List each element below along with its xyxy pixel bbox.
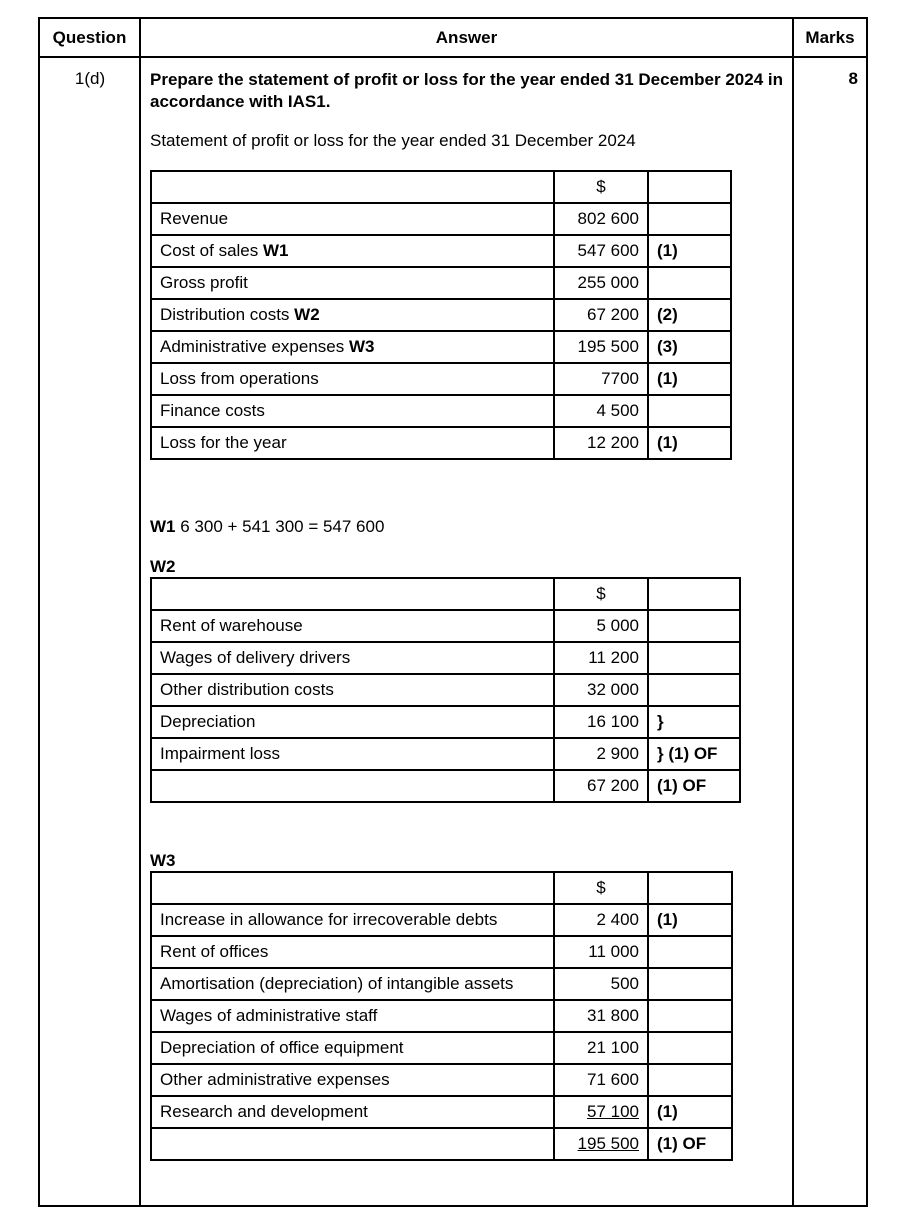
row-label: Wages of administrative staff bbox=[151, 1000, 554, 1032]
question-number: 1(d) bbox=[74, 69, 106, 88]
header-answer: Answer bbox=[435, 28, 498, 47]
w3-row bbox=[151, 904, 732, 936]
row-label: Revenue bbox=[160, 209, 229, 228]
row-amount: 67 200 bbox=[554, 770, 648, 802]
w1-text: 6 300 + 541 300 = 547 600 bbox=[180, 517, 385, 536]
w3-row bbox=[151, 1000, 732, 1032]
row-label: Wages of delivery drivers bbox=[151, 642, 554, 674]
row-mark: (1) OF bbox=[648, 1128, 732, 1160]
row-amount: 11 000 bbox=[554, 936, 648, 968]
row-mark: (1) bbox=[648, 904, 732, 936]
row-label: Distribution costs bbox=[160, 305, 290, 324]
w3-row bbox=[151, 1064, 732, 1096]
question-prompt: Prepare the statement of profit or loss for the year ended 31 December 2024 in accordance with IAS1. bbox=[150, 70, 783, 111]
row-label-cell bbox=[151, 299, 554, 331]
row-label: Amortisation (depreciation) of intangible assets bbox=[151, 968, 554, 1000]
row-label-cell bbox=[151, 203, 554, 235]
row-label: Depreciation bbox=[151, 706, 554, 738]
row-label bbox=[151, 770, 554, 802]
row-amount: 7700 bbox=[554, 363, 648, 395]
row-label-cell bbox=[151, 363, 554, 395]
row-mark: (1) OF bbox=[648, 770, 740, 802]
column-divider bbox=[792, 19, 794, 1205]
statement-row bbox=[151, 203, 731, 235]
row-mark: (1) bbox=[648, 235, 731, 267]
statement-row bbox=[151, 235, 731, 267]
w2-row bbox=[151, 674, 740, 706]
row-mark bbox=[648, 267, 731, 299]
row-label: Research and development bbox=[151, 1096, 554, 1128]
w3-row bbox=[151, 968, 732, 1000]
row-label-cell bbox=[151, 331, 554, 363]
statement-table bbox=[150, 170, 732, 460]
w3-row bbox=[151, 1128, 732, 1160]
row-label: Loss from operations bbox=[160, 369, 319, 388]
working-ref: W1 bbox=[263, 241, 289, 260]
w2-row bbox=[151, 706, 740, 738]
working-ref: W3 bbox=[349, 337, 375, 356]
statement-row bbox=[151, 331, 731, 363]
row-mark bbox=[648, 936, 732, 968]
row-label-cell bbox=[151, 427, 554, 459]
row-amount: 21 100 bbox=[554, 1032, 648, 1064]
row-amount: 31 800 bbox=[554, 1000, 648, 1032]
row-mark: (1) bbox=[648, 427, 731, 459]
w2-row bbox=[151, 738, 740, 770]
row-mark bbox=[648, 642, 740, 674]
column-divider bbox=[139, 19, 141, 1205]
row-label: Rent of offices bbox=[151, 936, 554, 968]
row-amount: 12 200 bbox=[554, 427, 648, 459]
row-label: Increase in allowance for irrecoverable debts bbox=[151, 904, 554, 936]
w2-table bbox=[150, 577, 741, 803]
row-amount: 16 100 bbox=[554, 706, 648, 738]
row-mark bbox=[648, 203, 731, 235]
row-amount: 32 000 bbox=[554, 674, 648, 706]
row-mark bbox=[648, 674, 740, 706]
row-amount: 57 100 bbox=[554, 1096, 648, 1128]
row-mark: (3) bbox=[648, 331, 731, 363]
row-amount: 547 600 bbox=[554, 235, 648, 267]
row-label: Administrative expenses bbox=[160, 337, 345, 356]
row-label: Depreciation of office equipment bbox=[151, 1032, 554, 1064]
statement-title: Statement of profit or loss for the year ended 31 December 2024 bbox=[150, 131, 636, 150]
row-label-cell bbox=[151, 267, 554, 299]
row-amount: 67 200 bbox=[554, 299, 648, 331]
row-amount: 255 000 bbox=[554, 267, 648, 299]
statement-row bbox=[151, 267, 731, 299]
w1-working bbox=[150, 517, 384, 537]
row-label bbox=[151, 1128, 554, 1160]
row-amount: 4 500 bbox=[554, 395, 648, 427]
row-label: Rent of warehouse bbox=[151, 610, 554, 642]
row-label: Finance costs bbox=[160, 401, 265, 420]
w3-label: W3 bbox=[150, 851, 176, 870]
table-header-row bbox=[151, 872, 732, 904]
w2-row bbox=[151, 610, 740, 642]
statement-row bbox=[151, 299, 731, 331]
currency-header: $ bbox=[554, 872, 648, 904]
header-question: Question bbox=[52, 28, 127, 47]
w3-row bbox=[151, 1096, 732, 1128]
mark-scheme-frame bbox=[38, 17, 868, 1207]
w1-label: W1 bbox=[150, 517, 176, 536]
header-marks: Marks bbox=[805, 28, 855, 47]
w2-row bbox=[151, 642, 740, 674]
row-mark bbox=[648, 1064, 732, 1096]
row-amount: 5 000 bbox=[554, 610, 648, 642]
marks-total: 8 bbox=[848, 69, 858, 88]
working-ref: W2 bbox=[294, 305, 320, 324]
row-label: Impairment loss bbox=[151, 738, 554, 770]
row-amount: 500 bbox=[554, 968, 648, 1000]
row-amount: 2 400 bbox=[554, 904, 648, 936]
row-amount: 11 200 bbox=[554, 642, 648, 674]
row-label-cell bbox=[151, 395, 554, 427]
row-mark bbox=[648, 395, 731, 427]
row-label-cell bbox=[151, 235, 554, 267]
table-header-row bbox=[151, 578, 740, 610]
w2-label: W2 bbox=[150, 557, 176, 576]
row-label: Other administrative expenses bbox=[151, 1064, 554, 1096]
row-mark: (1) bbox=[648, 1096, 732, 1128]
row-label: Other distribution costs bbox=[151, 674, 554, 706]
w3-row bbox=[151, 1032, 732, 1064]
row-mark: } (1) OF bbox=[648, 738, 740, 770]
statement-row bbox=[151, 363, 731, 395]
row-mark: } bbox=[648, 706, 740, 738]
row-mark: (1) bbox=[648, 363, 731, 395]
currency-header: $ bbox=[554, 578, 648, 610]
row-label: Loss for the year bbox=[160, 433, 287, 452]
currency-header: $ bbox=[554, 171, 648, 203]
row-mark bbox=[648, 1032, 732, 1064]
statement-row bbox=[151, 395, 731, 427]
row-label: Gross profit bbox=[160, 273, 248, 292]
row-mark bbox=[648, 968, 732, 1000]
row-amount: 195 500 bbox=[554, 331, 648, 363]
w2-row bbox=[151, 770, 740, 802]
row-amount: 802 600 bbox=[554, 203, 648, 235]
row-amount: 2 900 bbox=[554, 738, 648, 770]
w3-table bbox=[150, 871, 733, 1161]
table-header-row bbox=[151, 171, 731, 203]
w3-row bbox=[151, 936, 732, 968]
row-amount: 71 600 bbox=[554, 1064, 648, 1096]
row-mark: (2) bbox=[648, 299, 731, 331]
row-mark bbox=[648, 610, 740, 642]
row-label: Cost of sales bbox=[160, 241, 259, 260]
statement-row bbox=[151, 427, 731, 459]
row-mark bbox=[648, 1000, 732, 1032]
row-amount: 195 500 bbox=[554, 1128, 648, 1160]
